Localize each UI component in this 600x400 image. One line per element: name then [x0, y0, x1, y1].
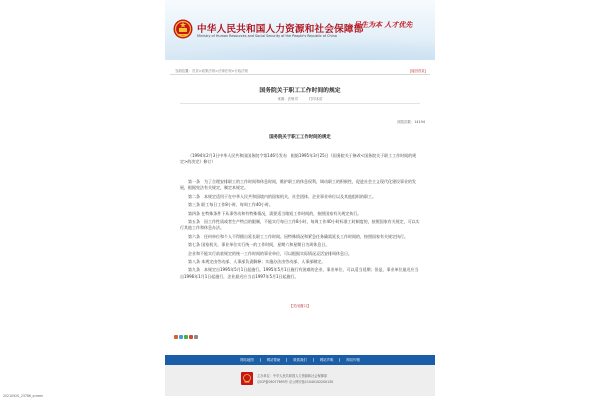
site-subtitle: Ministry of Human Resources and Social Security of the People's Republic of China [197, 34, 337, 38]
breadcrumb [170, 66, 430, 75]
footer-organizer: 主办单位：中华人民共和国人力资源和社会保障部 [257, 374, 328, 378]
close-window-link[interactable]: 【关闭窗口】 [289, 304, 311, 308]
return-home-link[interactable]: [返回首页] [409, 69, 426, 73]
footer-link-contact[interactable]: 联系我们 [287, 358, 314, 362]
article-paragraph: 第八条 本规定由劳动部、人事部负责解释；实施办法由劳动部、人事部制定。 [188, 259, 326, 265]
footer-info [165, 365, 435, 396]
article-meta [170, 96, 430, 101]
article-subtitle: 国务院关于职工工作时间的规定 [269, 135, 331, 140]
article-paragraph: 第七条 国家机关、事业单位实行统一的工作时间，星期六和星期日为周休息日。 [188, 242, 330, 248]
breadcrumb-label: 当前位置： [175, 69, 192, 73]
national-emblem-icon[interactable] [173, 18, 193, 40]
share-more-icon[interactable] [194, 335, 198, 339]
header-wave-decoration [165, 38, 435, 60]
article-paragraph: 第三条 职工每日工作8小时、每周工作40小时。 [188, 202, 273, 208]
article-paragraph: 第六条 任何单位和个人不得擅自延长职工工作时间。因特殊情况和紧急任务确需延长工作时间的，按照国家有关规定执行。 [188, 233, 408, 239]
page [165, 0, 435, 400]
article-paragraph: 企业和不能实行前款规定的统一工作时间的事业单位，可以根据实际情况灵活安排周休息日。 [188, 250, 352, 256]
share-wechat-icon[interactable] [184, 335, 188, 339]
footer-nav [165, 355, 435, 365]
article-paragraph: 第九条 本规定自1995年5月1日起施行。1995年5月1日施行有困难的企业、事业单位，可以适当延期；但是，事业单位最迟应当自1996年1月1日起施行，企业最迟应当自1997年5月1日起施行。 [180, 267, 419, 279]
article-paragraph: 第四条 在特殊条件下从事劳动和有特殊情况，需要适当缩短工作时间的，按照国家有关规定执行。 [188, 210, 362, 216]
divider [180, 103, 420, 104]
share-bar [174, 335, 198, 339]
share-weibo-icon[interactable] [174, 335, 178, 339]
article-paragraph: 第一条 为了合理安排职工的工作时间和休息时间，维护职工的休息权利，调动职工的积极性，促进社会主义现代化建设事业的发展，根据宪法有关规定，制定本规定。 [180, 179, 416, 191]
footer-link-error-report[interactable]: 网站纠错 [346, 358, 360, 362]
article-body [180, 179, 420, 282]
view-count: 浏览次数：14194 [397, 120, 425, 124]
footer-icp: 京ICP备05077693号 京公网安备11040102200130 [257, 380, 334, 384]
article-paragraph: 第五条 因工作性质或者生产特点的限制，不能实行每日工作8小时、每周工作40小时标准工时制度的，按照国家有关规定，可以实行其他工作和休息办法。 [180, 219, 420, 231]
article [170, 77, 430, 341]
site-header [165, 0, 435, 60]
site-slogan: 民生为本 人才优先 [354, 20, 413, 29]
image-caption: 20210920_23786_screen [3, 394, 44, 398]
print-link[interactable]: 打印本页 [308, 97, 323, 101]
share-renren-icon[interactable] [189, 335, 193, 339]
footer-link-help[interactable]: 网站帮助 [261, 358, 288, 362]
article-intro: （1994年2月3日中华人民共和国国务院令第146号发布 根据1995年3月25日《国务院关于修改<国务院关于职工工作时间的规定>的决定》修订） [180, 153, 417, 165]
breadcrumb-path[interactable]: 首页>政策法规>法律法规>行政法规 [192, 69, 248, 73]
article-title: 国务院关于职工工作时间的规定 [259, 88, 341, 94]
footer-emblem-icon [241, 372, 253, 385]
share-qzone-icon[interactable] [179, 335, 183, 339]
article-source: 来源：法规司 [277, 97, 298, 101]
site-title: 中华人民共和国人力资源和社会保障部 [197, 24, 364, 35]
footer-link-statement[interactable]: 网站声明 [314, 358, 341, 362]
footer-link-sitemap[interactable]: 网站地图 [234, 358, 261, 362]
article-paragraph: 第二条 本规定适用于在中华人民共和国境内的国家机关、社会团体、企业事业单位以及其他组织的职工。 [188, 193, 376, 199]
